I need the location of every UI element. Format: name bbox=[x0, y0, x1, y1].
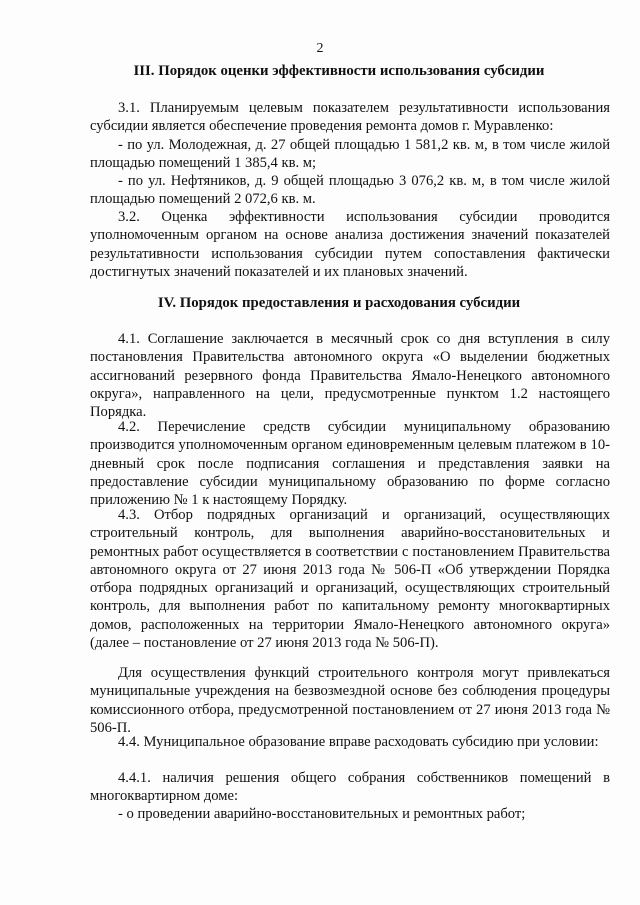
section-3-title: III. Порядок оценки эффективности использования субсидии bbox=[133, 63, 545, 79]
paragraph-4-4-1: 4.4.1. наличия решения общего собрания собственников помещений в многоквартирном доме: bbox=[90, 770, 610, 805]
paragraph-4-4-1-item: - о проведении аварийно-восстановительных и ремонтных работ; bbox=[118, 806, 526, 822]
paragraph-3-1-item-2: - по ул. Нефтяников, д. 9 общей площадью 3 076,2 кв. м, в том числе жилой площадью помещений 2 072,6 кв. м. bbox=[90, 173, 610, 208]
paragraph-3-1-item-1: - по ул. Молодежная, д. 27 общей площадью 1 581,2 кв. м, в том числе жилой площадью помещений 1 385,4 кв. м; bbox=[90, 137, 610, 172]
paragraph-4-2: 4.2. Перечисление средств субсидии муниципальному образованию производится уполномоченным органом единовременным целевым платежом в 10-дневный срок после подписания соглашения и представления заявки на предоставление субсидии муниципальному образованию по форме согласно приложению № 1 к настоящему Порядку. bbox=[90, 419, 610, 509]
paragraph-4-1: 4.1. Соглашение заключается в месячный срок со дня вступления в силу постановления Правительства автономного округа «О выделении бюджетных ассигнований резервного фонда Правительства Ямало-Ненецкого автономного округа», направленного на цели, предусмотренные пунктом 1.2 настоящего Порядка. bbox=[90, 331, 610, 421]
paragraph-3-1: 3.1. Планируемым целевым показателем результативности использования субсидии является обеспечение проведения ремонта домов г. Муравленко: bbox=[90, 100, 610, 135]
paragraph-3-2: 3.2. Оценка эффективности использования субсидии проводится уполномоченным органом на основе анализа достижения значений показателей результативности использования субсидии путем сопоставления фактически достигнутых значений показателей и их плановых значений. bbox=[90, 209, 610, 280]
paragraph-4-4: 4.4. Муниципальное образование вправе расходовать субсидию при условии: bbox=[118, 734, 599, 750]
page-number: 2 bbox=[316, 41, 324, 56]
paragraph-4-3: 4.3. Отбор подрядных организаций и организаций, осуществляющих строительный контроль, для выполнения аварийно-восстановительных и ремонтных работ осуществляется в соответствии с постановлением Правительства автономного округа от 27 июня 2013 года № 506-П «Об утверждении Порядка отбора подрядных организаций и организаций, осуществляющих строительный контроль, для выполнения работ по капитальному ремонту многоквартирных домов, расположенных на территории Ямало-Ненецкого автономного округа» (далее – постановление от 27 июня 2013 года № 506-П). bbox=[90, 507, 610, 652]
section-4-title: IV. Порядок предоставления и расходования субсидии bbox=[157, 295, 521, 311]
paragraph-4-3-note: Для осуществления функций строительного контроля могут привлекаться муниципальные учреждения на безвозмездной основе без соблюдения процедуры комиссионного отбора, предусмотренной постановлением от 27 июня 2013 года № 506-П. bbox=[90, 665, 610, 736]
